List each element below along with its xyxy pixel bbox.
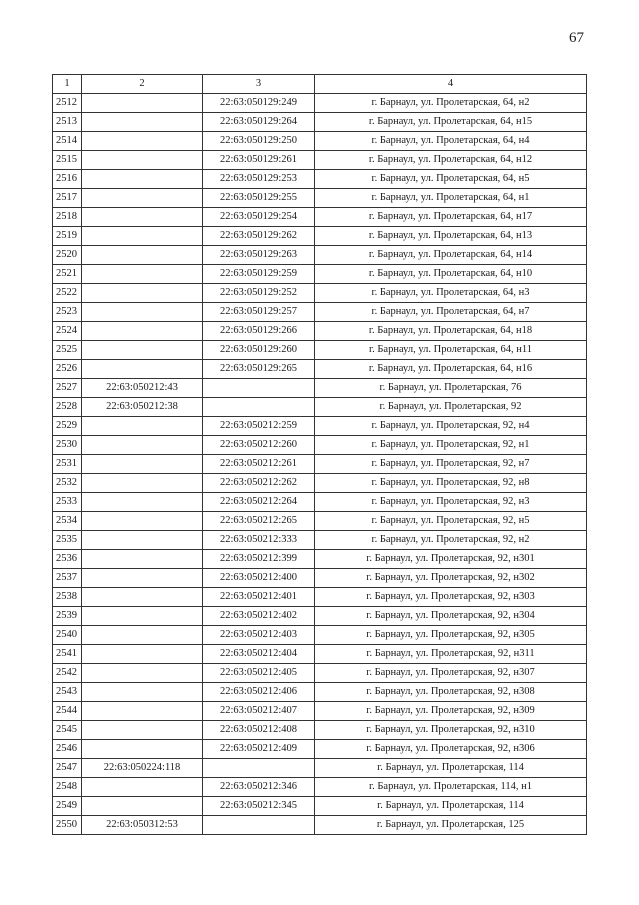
table-row xyxy=(53,189,587,208)
row-number-cell: 2524 xyxy=(53,322,82,341)
table-row xyxy=(53,645,587,664)
table-row xyxy=(53,208,587,227)
row-number-cell: 2513 xyxy=(53,113,82,132)
cadastral-number-cell: 22:63:050129:250 xyxy=(203,132,315,151)
table-row xyxy=(53,151,587,170)
table-row xyxy=(53,94,587,113)
address-cell: г. Барнаул, ул. Пролетарская, 92, н308 xyxy=(315,683,587,702)
page-number: 67 xyxy=(569,30,584,46)
row-number-cell: 2541 xyxy=(53,645,82,664)
cadastral-number-cell xyxy=(82,740,203,759)
cadastral-number-cell: 22:63:050212:333 xyxy=(203,531,315,550)
table-row xyxy=(53,702,587,721)
cadastral-number-cell: 22:63:050129:252 xyxy=(203,284,315,303)
cadastral-number-cell: 22:63:050212:401 xyxy=(203,588,315,607)
cadastral-number-cell xyxy=(82,645,203,664)
address-cell: г. Барнаул, ул. Пролетарская, 92, н307 xyxy=(315,664,587,683)
table-row xyxy=(53,778,587,797)
row-number-cell: 2550 xyxy=(53,816,82,835)
cadastral-number-cell xyxy=(82,436,203,455)
cadastral-number-cell xyxy=(82,341,203,360)
address-cell: г. Барнаул, ул. Пролетарская, 92, н7 xyxy=(315,455,587,474)
cadastral-number-cell: 22:63:050212:402 xyxy=(203,607,315,626)
cadastral-number-cell xyxy=(82,360,203,379)
row-number-cell: 2526 xyxy=(53,360,82,379)
cadastral-number-cell: 22:63:050129:264 xyxy=(203,113,315,132)
table-row xyxy=(53,341,587,360)
address-cell: г. Барнаул, ул. Пролетарская, 92 xyxy=(315,398,587,417)
row-number-cell: 2546 xyxy=(53,740,82,759)
cadastral-number-cell xyxy=(82,284,203,303)
header-row xyxy=(53,75,587,94)
address-cell: г. Барнаул, ул. Пролетарская, 64, н1 xyxy=(315,189,587,208)
row-number-cell: 2532 xyxy=(53,474,82,493)
address-cell: г. Барнаул, ул. Пролетарская, 92, н8 xyxy=(315,474,587,493)
cadastral-number-cell: 22:63:050212:260 xyxy=(203,436,315,455)
cadastral-number-cell xyxy=(82,474,203,493)
cadastral-number-cell xyxy=(82,797,203,816)
address-cell: г. Барнаул, ул. Пролетарская, 64, н14 xyxy=(315,246,587,265)
address-cell: г. Барнаул, ул. Пролетарская, 92, н305 xyxy=(315,626,587,645)
row-number-cell: 2542 xyxy=(53,664,82,683)
cadastral-number-cell: 22:63:050129:253 xyxy=(203,170,315,189)
row-number-cell: 2520 xyxy=(53,246,82,265)
address-cell: г. Барнаул, ул. Пролетарская, 64, н13 xyxy=(315,227,587,246)
address-cell: г. Барнаул, ул. Пролетарская, 92, н303 xyxy=(315,588,587,607)
cadastral-number-cell xyxy=(82,455,203,474)
row-number-cell: 2534 xyxy=(53,512,82,531)
table-row xyxy=(53,721,587,740)
table-row xyxy=(53,113,587,132)
address-cell: г. Барнаул, ул. Пролетарская, 114 xyxy=(315,797,587,816)
address-cell: г. Барнаул, ул. Пролетарская, 64, н3 xyxy=(315,284,587,303)
row-number-cell: 2514 xyxy=(53,132,82,151)
row-number-cell: 2527 xyxy=(53,379,82,398)
table-row xyxy=(53,227,587,246)
cadastral-number-cell: 22:63:050129:266 xyxy=(203,322,315,341)
address-cell: г. Барнаул, ул. Пролетарская, 92, н1 xyxy=(315,436,587,455)
cadastral-number-cell xyxy=(203,379,315,398)
cadastral-number-cell: 22:63:050212:265 xyxy=(203,512,315,531)
cadastral-number-cell: 22:63:050129:260 xyxy=(203,341,315,360)
row-number-cell: 2512 xyxy=(53,94,82,113)
table-body xyxy=(53,94,587,835)
address-cell: г. Барнаул, ул. Пролетарская, 76 xyxy=(315,379,587,398)
row-number-cell: 2548 xyxy=(53,778,82,797)
row-number-cell: 2516 xyxy=(53,170,82,189)
table-row xyxy=(53,683,587,702)
row-number-cell: 2517 xyxy=(53,189,82,208)
table-row xyxy=(53,303,587,322)
row-number-cell: 2543 xyxy=(53,683,82,702)
address-cell: г. Барнаул, ул. Пролетарская, 92, н302 xyxy=(315,569,587,588)
cadastral-number-cell xyxy=(82,588,203,607)
cadastral-number-cell xyxy=(82,170,203,189)
cadastral-number-cell: 22:63:050129:261 xyxy=(203,151,315,170)
column-header-1: 1 xyxy=(53,75,82,94)
cadastral-number-cell xyxy=(82,721,203,740)
row-number-cell: 2522 xyxy=(53,284,82,303)
cadastral-number-cell: 22:63:050212:404 xyxy=(203,645,315,664)
address-cell: г. Барнаул, ул. Пролетарская, 64, н7 xyxy=(315,303,587,322)
table-row xyxy=(53,512,587,531)
cadastral-number-cell: 22:63:050212:405 xyxy=(203,664,315,683)
row-number-cell: 2528 xyxy=(53,398,82,417)
row-number-cell: 2533 xyxy=(53,493,82,512)
cadastral-number-cell: 22:63:050212:400 xyxy=(203,569,315,588)
cadastral-number-cell: 22:63:050212:403 xyxy=(203,626,315,645)
cadastral-number-cell: 22:63:050212:259 xyxy=(203,417,315,436)
row-number-cell: 2537 xyxy=(53,569,82,588)
cadastral-number-cell: 22:63:050212:345 xyxy=(203,797,315,816)
row-number-cell: 2539 xyxy=(53,607,82,626)
cadastral-number-cell: 22:63:050212:346 xyxy=(203,778,315,797)
cadastral-number-cell xyxy=(82,246,203,265)
row-number-cell: 2515 xyxy=(53,151,82,170)
column-header-4: 4 xyxy=(315,75,587,94)
row-number-cell: 2535 xyxy=(53,531,82,550)
address-cell: г. Барнаул, ул. Пролетарская, 114 xyxy=(315,759,587,778)
cadastral-number-cell: 22:63:050224:118 xyxy=(82,759,203,778)
cadastral-number-cell xyxy=(82,132,203,151)
table-row xyxy=(53,569,587,588)
address-cell: г. Барнаул, ул. Пролетарская, 92, н309 xyxy=(315,702,587,721)
table-row xyxy=(53,797,587,816)
cadastral-number-cell xyxy=(203,816,315,835)
column-header-3: 3 xyxy=(203,75,315,94)
cadastral-number-cell: 22:63:050212:406 xyxy=(203,683,315,702)
cadastral-number-cell xyxy=(82,417,203,436)
cadastral-number-cell xyxy=(82,569,203,588)
table-row xyxy=(53,759,587,778)
table-row xyxy=(53,740,587,759)
cadastral-number-cell xyxy=(82,322,203,341)
table-row xyxy=(53,360,587,379)
address-cell: г. Барнаул, ул. Пролетарская, 92, н304 xyxy=(315,607,587,626)
address-cell: г. Барнаул, ул. Пролетарская, 64, н10 xyxy=(315,265,587,284)
cadastral-number-cell: 22:63:050212:407 xyxy=(203,702,315,721)
row-number-cell: 2538 xyxy=(53,588,82,607)
row-number-cell: 2540 xyxy=(53,626,82,645)
row-number-cell: 2521 xyxy=(53,265,82,284)
cadastral-number-cell: 22:63:050129:263 xyxy=(203,246,315,265)
cadastral-number-cell xyxy=(82,303,203,322)
table-row xyxy=(53,493,587,512)
row-number-cell: 2536 xyxy=(53,550,82,569)
row-number-cell: 2549 xyxy=(53,797,82,816)
address-cell: г. Барнаул, ул. Пролетарская, 64, н5 xyxy=(315,170,587,189)
address-cell: г. Барнаул, ул. Пролетарская, 64, н4 xyxy=(315,132,587,151)
cadastral-number-cell: 22:63:050212:399 xyxy=(203,550,315,569)
cadastral-number-cell: 22:63:050212:264 xyxy=(203,493,315,512)
cadastral-number-cell: 22:63:050129:255 xyxy=(203,189,315,208)
address-cell: г. Барнаул, ул. Пролетарская, 64, н16 xyxy=(315,360,587,379)
row-number-cell: 2531 xyxy=(53,455,82,474)
address-cell: г. Барнаул, ул. Пролетарская, 92, н311 xyxy=(315,645,587,664)
cadastral-number-cell: 22:63:050129:262 xyxy=(203,227,315,246)
cadastral-number-cell xyxy=(82,607,203,626)
row-number-cell: 2525 xyxy=(53,341,82,360)
address-cell: г. Барнаул, ул. Пролетарская, 64, н12 xyxy=(315,151,587,170)
table-row xyxy=(53,398,587,417)
row-number-cell: 2529 xyxy=(53,417,82,436)
cadastral-number-cell xyxy=(82,151,203,170)
column-header-2: 2 xyxy=(82,75,203,94)
cadastral-number-cell xyxy=(82,626,203,645)
cadastral-number-cell xyxy=(82,550,203,569)
table-row xyxy=(53,417,587,436)
table-row xyxy=(53,322,587,341)
cadastral-number-cell: 22:63:050129:257 xyxy=(203,303,315,322)
cadastral-number-cell: 22:63:050212:43 xyxy=(82,379,203,398)
cadastral-number-cell xyxy=(82,683,203,702)
cadastral-number-cell: 22:63:050129:259 xyxy=(203,265,315,284)
cadastral-number-cell xyxy=(82,189,203,208)
table-row xyxy=(53,588,587,607)
cadastral-number-cell: 22:63:050312:53 xyxy=(82,816,203,835)
table-row xyxy=(53,664,587,683)
address-cell: г. Барнаул, ул. Пролетарская, 92, н310 xyxy=(315,721,587,740)
address-cell: г. Барнаул, ул. Пролетарская, 64, н15 xyxy=(315,113,587,132)
row-number-cell: 2518 xyxy=(53,208,82,227)
cadastral-number-cell xyxy=(82,512,203,531)
table-row xyxy=(53,626,587,645)
cadastral-number-cell xyxy=(82,778,203,797)
cadastral-number-cell: 22:63:050212:409 xyxy=(203,740,315,759)
address-cell: г. Барнаул, ул. Пролетарская, 92, н5 xyxy=(315,512,587,531)
cadastral-number-cell xyxy=(82,531,203,550)
address-cell: г. Барнаул, ул. Пролетарская, 64, н2 xyxy=(315,94,587,113)
address-cell: г. Барнаул, ул. Пролетарская, 125 xyxy=(315,816,587,835)
table-row xyxy=(53,607,587,626)
address-cell: г. Барнаул, ул. Пролетарская, 92, н3 xyxy=(315,493,587,512)
address-cell: г. Барнаул, ул. Пролетарская, 114, н1 xyxy=(315,778,587,797)
cadastral-number-cell: 22:63:050212:408 xyxy=(203,721,315,740)
cadastral-number-cell: 22:63:050129:249 xyxy=(203,94,315,113)
address-cell: г. Барнаул, ул. Пролетарская, 92, н306 xyxy=(315,740,587,759)
row-number-cell: 2545 xyxy=(53,721,82,740)
address-cell: г. Барнаул, ул. Пролетарская, 92, н2 xyxy=(315,531,587,550)
cadastral-number-cell: 22:63:050129:265 xyxy=(203,360,315,379)
table-row xyxy=(53,436,587,455)
address-cell: г. Барнаул, ул. Пролетарская, 92, н301 xyxy=(315,550,587,569)
cadastral-number-cell xyxy=(82,702,203,721)
cadastral-number-cell xyxy=(82,94,203,113)
cadastral-number-cell xyxy=(203,759,315,778)
cadastral-number-cell xyxy=(82,493,203,512)
cadastral-number-cell xyxy=(82,208,203,227)
row-number-cell: 2544 xyxy=(53,702,82,721)
table-row xyxy=(53,531,587,550)
cadastral-number-cell xyxy=(203,398,315,417)
table-row xyxy=(53,474,587,493)
table-row xyxy=(53,379,587,398)
address-cell: г. Барнаул, ул. Пролетарская, 64, н11 xyxy=(315,341,587,360)
table-row xyxy=(53,265,587,284)
row-number-cell: 2523 xyxy=(53,303,82,322)
address-cell: г. Барнаул, ул. Пролетарская, 64, н18 xyxy=(315,322,587,341)
address-cell: г. Барнаул, ул. Пролетарская, 64, н17 xyxy=(315,208,587,227)
row-number-cell: 2519 xyxy=(53,227,82,246)
table-row xyxy=(53,246,587,265)
cadastral-number-cell xyxy=(82,113,203,132)
table-row xyxy=(53,550,587,569)
table-row xyxy=(53,170,587,189)
cadastral-number-cell xyxy=(82,265,203,284)
address-cell: г. Барнаул, ул. Пролетарская, 92, н4 xyxy=(315,417,587,436)
cadastral-number-cell: 22:63:050212:38 xyxy=(82,398,203,417)
table-row xyxy=(53,455,587,474)
row-number-cell: 2547 xyxy=(53,759,82,778)
cadastral-number-cell: 22:63:050212:261 xyxy=(203,455,315,474)
table-row xyxy=(53,816,587,835)
registry-table xyxy=(52,74,587,835)
table-row xyxy=(53,132,587,151)
cadastral-number-cell xyxy=(82,664,203,683)
row-number-cell: 2530 xyxy=(53,436,82,455)
cadastral-number-cell: 22:63:050212:262 xyxy=(203,474,315,493)
table-row xyxy=(53,284,587,303)
cadastral-number-cell: 22:63:050129:254 xyxy=(203,208,315,227)
cadastral-number-cell xyxy=(82,227,203,246)
